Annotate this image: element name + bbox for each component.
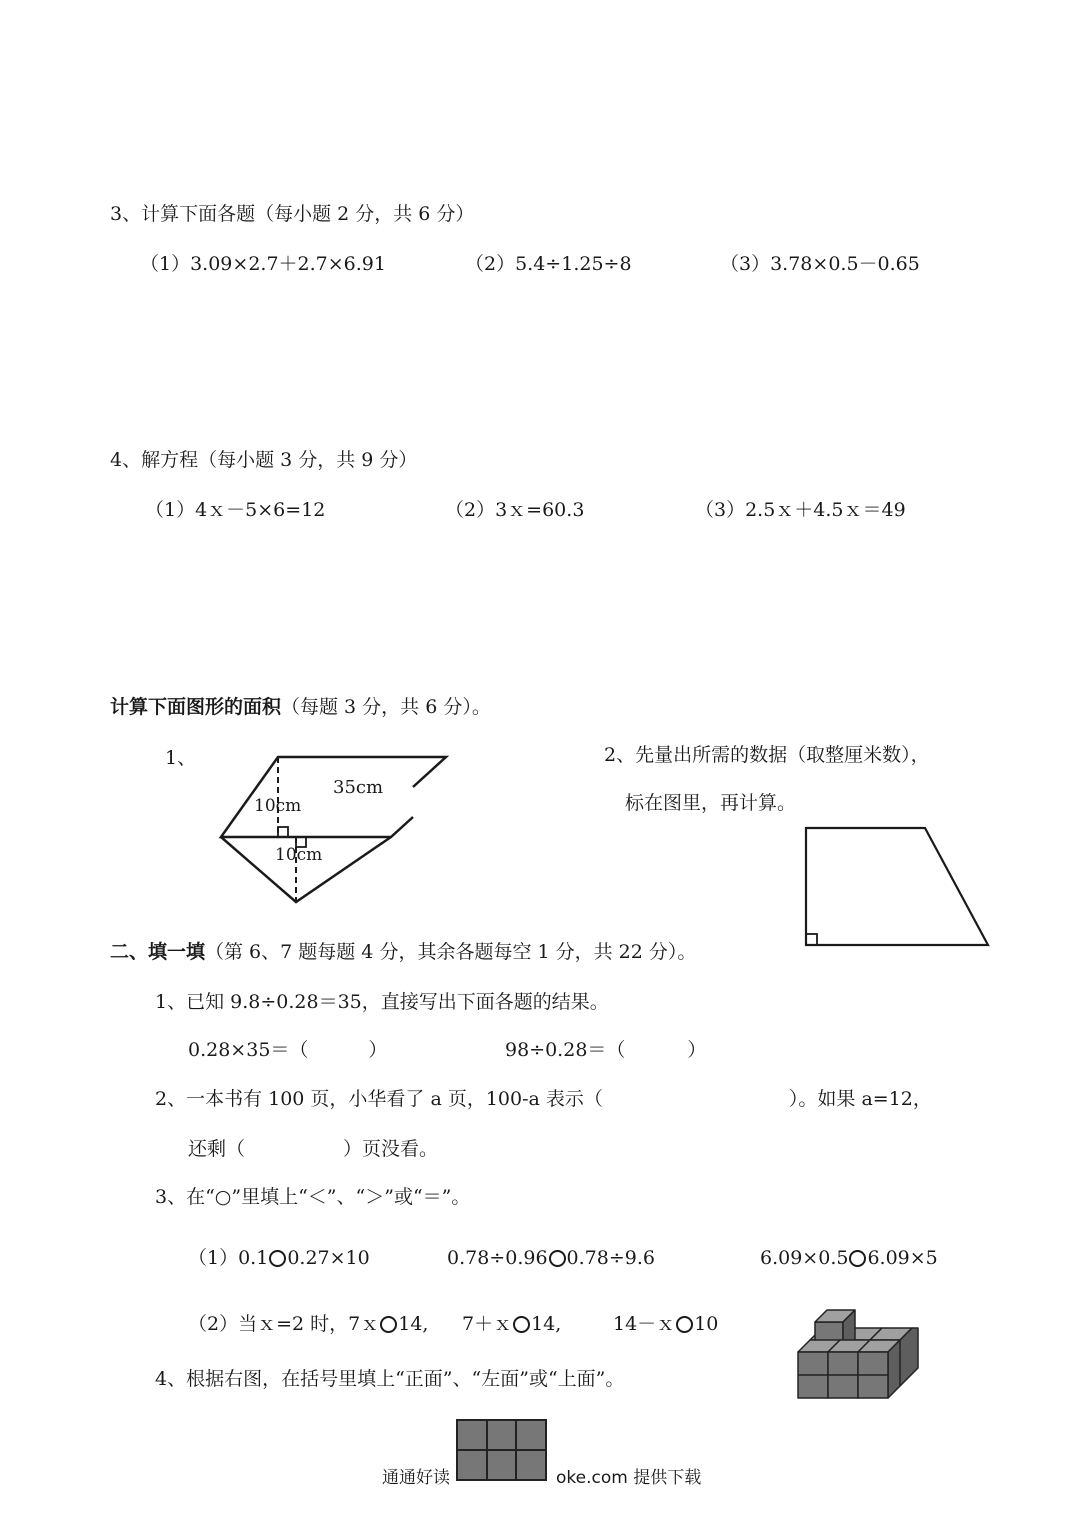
q3-text: 14, [531, 1313, 562, 1335]
fill-q3: 3、在“○”里填上“＜”、“＞”或“＝”。 [155, 1186, 471, 1208]
fill-q1-b-close: ） [687, 1039, 707, 1061]
q3-text: 6.09×5 [867, 1247, 938, 1269]
q3-text: 14－ｘ [613, 1313, 676, 1335]
sec4-equation-3: （3）2.5ｘ＋4.5ｘ＝49 [695, 499, 906, 521]
fig1-label-10cm-triangle: 10cm [275, 845, 323, 865]
sec4-equation-2: （2）3ｘ=60.3 [445, 499, 585, 521]
section-3-title: 3、计算下面各题（每小题 2 分，共 6 分） [110, 203, 475, 225]
q3-text: 0.27×10 [287, 1247, 370, 1269]
q3-text: 0.78÷0.96 [447, 1247, 548, 1269]
fill-q1-a-text: 0.28×35＝（ [188, 1039, 309, 1061]
area-q2-line-2: 标在图里，再计算。 [625, 792, 797, 814]
q3-text: 0.78÷9.6 [566, 1247, 655, 1269]
q3-text: 10 [694, 1313, 719, 1335]
fill-q1: 1、已知 9.8÷0.28＝35，直接写出下面各题的结果。 [155, 991, 609, 1013]
fill-q1-a-close: ） [368, 1039, 388, 1061]
fig1-label-10cm-height: 10cm [254, 796, 302, 816]
area-title-bold: 计算下面图形的面积 [110, 696, 282, 718]
part2-title-rest: （第 6、7 题每题 4 分，其余各题每空 1 分，共 22 分）。 [205, 941, 697, 963]
area-q1-number: 1、 [165, 747, 197, 769]
area-q2-line-1: 2、先量出所需的数据（取整厘米数）， [604, 744, 930, 766]
footer-left: 通通好读 [382, 1468, 450, 1488]
footer-right: oke.com 提供下载 [556, 1468, 702, 1488]
fill-q2-text-a: 2、一本书有 100 页，小华看了 a 页，100-a 表示（ [155, 1088, 603, 1110]
fill-q2-text-b: ）。如果 a=12， [788, 1088, 932, 1110]
fill-q2-text-d: ）页没看。 [343, 1138, 439, 1160]
q3-text: 14, [398, 1313, 429, 1335]
q3-text: （1）0.1 [188, 1247, 269, 1269]
sec3-problem-2: （2）5.4÷1.25÷8 [465, 253, 632, 275]
sec4-equation-1: （1）4ｘ－5×6=12 [145, 499, 326, 521]
fill-q2-text-c: 还剩（ [188, 1138, 246, 1160]
q3-text: 6.09×0.5 [760, 1247, 849, 1269]
area-title-rest: （每题 3 分，共 6 分）。 [281, 696, 491, 718]
section-4-title: 4、解方程（每小题 3 分，共 9 分） [110, 449, 418, 471]
fig1-label-35cm: 35cm [333, 777, 384, 798]
q3-text: 7＋ｘ [462, 1313, 513, 1335]
fill-q4: 4、根据右图，在括号里填上“正面”、“左面”或“上面”。 [155, 1368, 625, 1390]
sec3-problem-1: （1）3.09×2.7＋2.7×6.91 [140, 253, 386, 275]
part2-title-bold: 二、填一填 [110, 941, 206, 963]
sec3-problem-3: （3）3.78×0.5－0.65 [720, 253, 920, 275]
fill-q1-b-text: 98÷0.28＝（ [505, 1039, 626, 1061]
q3-text: （2）当ｘ=2 时，7ｘ [188, 1313, 380, 1335]
